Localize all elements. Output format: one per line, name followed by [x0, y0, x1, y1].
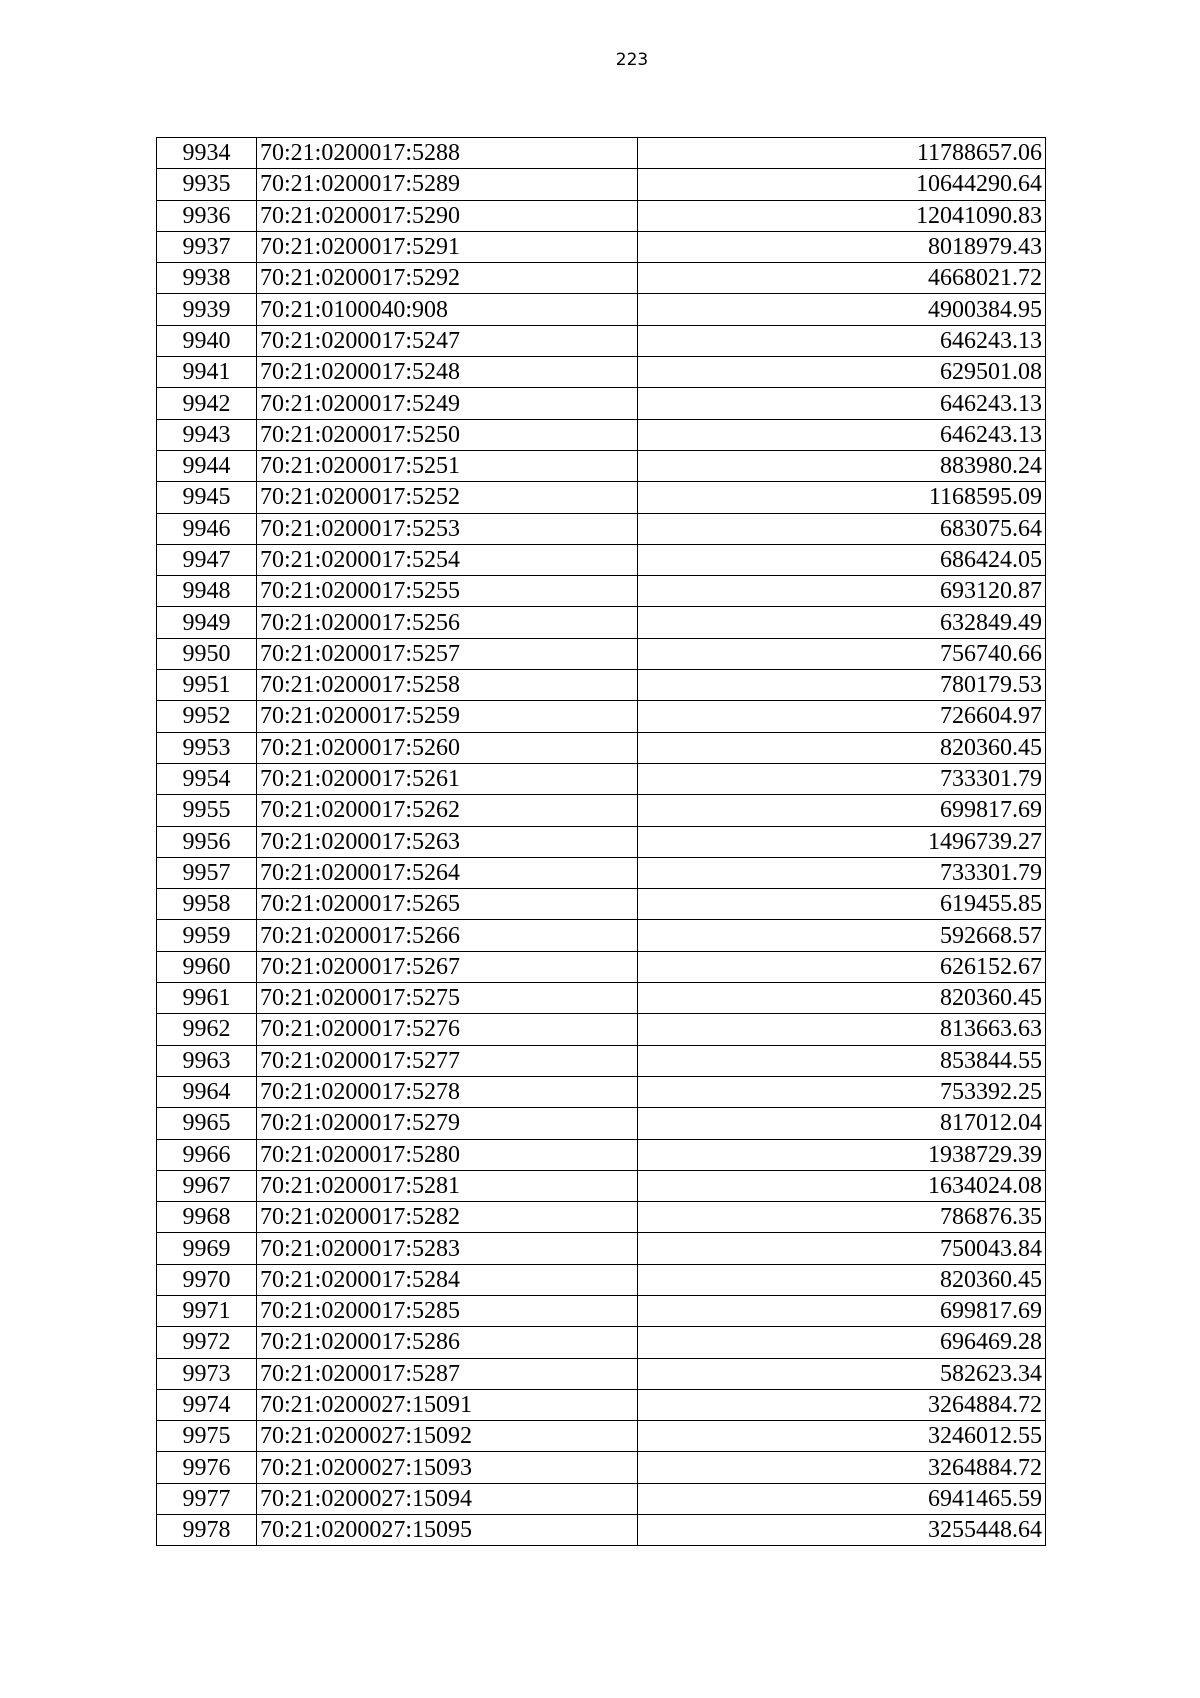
row-number-cell: 9954: [157, 763, 257, 794]
row-number-cell: 9957: [157, 857, 257, 888]
cadastral-number-cell: 70:21:0200017:5251: [257, 450, 638, 481]
table-row: [157, 169, 1046, 200]
row-number-cell: 9938: [157, 263, 257, 294]
row-number-cell: 9959: [157, 920, 257, 951]
cadastral-number-cell: 70:21:0200017:5285: [257, 1295, 638, 1326]
row-number-cell: 9960: [157, 951, 257, 982]
table-row: [157, 357, 1046, 388]
table-row: [157, 263, 1046, 294]
data-table: [156, 137, 1046, 1546]
value-cell: 853844.55: [638, 1045, 1046, 1076]
value-cell: 4900384.95: [638, 294, 1046, 325]
value-cell: 646243.13: [638, 388, 1046, 419]
table-row: [157, 732, 1046, 763]
row-number-cell: 9965: [157, 1108, 257, 1139]
value-cell: 786876.35: [638, 1202, 1046, 1233]
cadastral-number-cell: 70:21:0200027:15093: [257, 1452, 638, 1483]
row-number-cell: 9962: [157, 1014, 257, 1045]
row-number-cell: 9955: [157, 795, 257, 826]
row-number-cell: 9971: [157, 1295, 257, 1326]
value-cell: 646243.13: [638, 325, 1046, 356]
cadastral-number-cell: 70:21:0200017:5253: [257, 513, 638, 544]
value-cell: 726604.97: [638, 701, 1046, 732]
row-number-cell: 9947: [157, 544, 257, 575]
table-row: [157, 701, 1046, 732]
row-number-cell: 9935: [157, 169, 257, 200]
value-cell: 12041090.83: [638, 200, 1046, 231]
value-cell: 8018979.43: [638, 231, 1046, 262]
table-row: [157, 1452, 1046, 1483]
cadastral-number-cell: 70:21:0200017:5248: [257, 357, 638, 388]
value-cell: 11788657.06: [638, 138, 1046, 169]
row-number-cell: 9934: [157, 138, 257, 169]
row-number-cell: 9975: [157, 1421, 257, 1452]
row-number-cell: 9976: [157, 1452, 257, 1483]
row-number-cell: 9943: [157, 419, 257, 450]
table-row: [157, 638, 1046, 669]
row-number-cell: 9948: [157, 576, 257, 607]
value-cell: 1168595.09: [638, 482, 1046, 513]
table-row: [157, 482, 1046, 513]
table-row: [157, 138, 1046, 169]
table-row: [157, 200, 1046, 231]
cadastral-number-cell: 70:21:0200017:5292: [257, 263, 638, 294]
row-number-cell: 9941: [157, 357, 257, 388]
row-number-cell: 9937: [157, 231, 257, 262]
row-number-cell: 9974: [157, 1389, 257, 1420]
row-number-cell: 9956: [157, 826, 257, 857]
cadastral-number-cell: 70:21:0200017:5263: [257, 826, 638, 857]
value-cell: 3264884.72: [638, 1452, 1046, 1483]
table-row: [157, 1358, 1046, 1389]
row-number-cell: 9951: [157, 670, 257, 701]
row-number-cell: 9964: [157, 1076, 257, 1107]
table-row: [157, 1139, 1046, 1170]
cadastral-number-cell: 70:21:0200017:5279: [257, 1108, 638, 1139]
table-row: [157, 1483, 1046, 1514]
value-cell: 582623.34: [638, 1358, 1046, 1389]
table-row: [157, 231, 1046, 262]
value-cell: 750043.84: [638, 1233, 1046, 1264]
cadastral-number-cell: 70:21:0200027:15094: [257, 1483, 638, 1514]
row-number-cell: 9961: [157, 983, 257, 1014]
cadastral-number-cell: 70:21:0200017:5286: [257, 1327, 638, 1358]
value-cell: 696469.28: [638, 1327, 1046, 1358]
row-number-cell: 9977: [157, 1483, 257, 1514]
value-cell: 592668.57: [638, 920, 1046, 951]
value-cell: 820360.45: [638, 1264, 1046, 1295]
row-number-cell: 9949: [157, 607, 257, 638]
cadastral-number-cell: 70:21:0200017:5264: [257, 857, 638, 888]
value-cell: 820360.45: [638, 732, 1046, 763]
row-number-cell: 9969: [157, 1233, 257, 1264]
table-row: [157, 576, 1046, 607]
row-number-cell: 9936: [157, 200, 257, 231]
cadastral-number-cell: 70:21:0200017:5281: [257, 1170, 638, 1201]
table-row: [157, 388, 1046, 419]
value-cell: 699817.69: [638, 1295, 1046, 1326]
cadastral-number-cell: 70:21:0200017:5261: [257, 763, 638, 794]
table-row: [157, 983, 1046, 1014]
cadastral-number-cell: 70:21:0200017:5249: [257, 388, 638, 419]
cadastral-number-cell: 70:21:0200017:5256: [257, 607, 638, 638]
value-cell: 3255448.64: [638, 1515, 1046, 1546]
row-number-cell: 9968: [157, 1202, 257, 1233]
value-cell: 693120.87: [638, 576, 1046, 607]
table-row: [157, 294, 1046, 325]
cadastral-number-cell: 70:21:0200017:5282: [257, 1202, 638, 1233]
value-cell: 813663.63: [638, 1014, 1046, 1045]
cadastral-number-cell: 70:21:0200017:5277: [257, 1045, 638, 1076]
cadastral-number-cell: 70:21:0200017:5259: [257, 701, 638, 732]
value-cell: 883980.24: [638, 450, 1046, 481]
table-row: [157, 889, 1046, 920]
cadastral-number-cell: 70:21:0200027:15092: [257, 1421, 638, 1452]
table-row: [157, 1233, 1046, 1264]
row-number-cell: 9944: [157, 450, 257, 481]
row-number-cell: 9972: [157, 1327, 257, 1358]
value-cell: 4668021.72: [638, 263, 1046, 294]
cadastral-number-cell: 70:21:0200027:15095: [257, 1515, 638, 1546]
cadastral-number-cell: 70:21:0200017:5250: [257, 419, 638, 450]
cadastral-number-cell: 70:21:0200017:5284: [257, 1264, 638, 1295]
cadastral-number-cell: 70:21:0200017:5278: [257, 1076, 638, 1107]
table-row: [157, 1045, 1046, 1076]
table-row: [157, 1264, 1046, 1295]
table-row: [157, 920, 1046, 951]
cadastral-number-cell: 70:21:0200017:5254: [257, 544, 638, 575]
row-number-cell: 9953: [157, 732, 257, 763]
cadastral-number-cell: 70:21:0200017:5258: [257, 670, 638, 701]
table-row: [157, 450, 1046, 481]
value-cell: 683075.64: [638, 513, 1046, 544]
table-body: [157, 138, 1046, 1546]
row-number-cell: 9950: [157, 638, 257, 669]
cadastral-number-cell: 70:21:0200017:5289: [257, 169, 638, 200]
cadastral-number-cell: 70:21:0200017:5276: [257, 1014, 638, 1045]
cadastral-number-cell: 70:21:0200027:15091: [257, 1389, 638, 1420]
table-row: [157, 607, 1046, 638]
cadastral-number-cell: 70:21:0200017:5255: [257, 576, 638, 607]
row-number-cell: 9967: [157, 1170, 257, 1201]
value-cell: 626152.67: [638, 951, 1046, 982]
cadastral-number-cell: 70:21:0200017:5247: [257, 325, 638, 356]
row-number-cell: 9966: [157, 1139, 257, 1170]
value-cell: 632849.49: [638, 607, 1046, 638]
page-number: 223: [615, 50, 649, 70]
value-cell: 3264884.72: [638, 1389, 1046, 1420]
value-cell: 629501.08: [638, 357, 1046, 388]
cadastral-number-cell: 70:21:0200017:5275: [257, 983, 638, 1014]
value-cell: 686424.05: [638, 544, 1046, 575]
value-cell: 817012.04: [638, 1108, 1046, 1139]
cadastral-number-cell: 70:21:0200017:5252: [257, 482, 638, 513]
table-row: [157, 419, 1046, 450]
table-row: [157, 1170, 1046, 1201]
value-cell: 619455.85: [638, 889, 1046, 920]
cadastral-number-cell: 70:21:0200017:5267: [257, 951, 638, 982]
cadastral-number-cell: 70:21:0200017:5283: [257, 1233, 638, 1264]
cadastral-number-cell: 70:21:0200017:5280: [257, 1139, 638, 1170]
value-cell: 733301.79: [638, 763, 1046, 794]
table-row: [157, 1202, 1046, 1233]
row-number-cell: 9940: [157, 325, 257, 356]
value-cell: 6941465.59: [638, 1483, 1046, 1514]
cadastral-number-cell: 70:21:0200017:5266: [257, 920, 638, 951]
value-cell: 1634024.08: [638, 1170, 1046, 1201]
row-number-cell: 9946: [157, 513, 257, 544]
cadastral-number-cell: 70:21:0200017:5290: [257, 200, 638, 231]
table-row: [157, 544, 1046, 575]
row-number-cell: 9970: [157, 1264, 257, 1295]
table-row: [157, 826, 1046, 857]
row-number-cell: 9952: [157, 701, 257, 732]
cadastral-number-cell: 70:21:0200017:5257: [257, 638, 638, 669]
value-cell: 733301.79: [638, 857, 1046, 888]
value-cell: 780179.53: [638, 670, 1046, 701]
value-cell: 646243.13: [638, 419, 1046, 450]
row-number-cell: 9973: [157, 1358, 257, 1389]
table-row: [157, 1108, 1046, 1139]
table-row: [157, 763, 1046, 794]
row-number-cell: 9942: [157, 388, 257, 419]
row-number-cell: 9978: [157, 1515, 257, 1546]
table-row: [157, 670, 1046, 701]
value-cell: 756740.66: [638, 638, 1046, 669]
row-number-cell: 9958: [157, 889, 257, 920]
cadastral-number-cell: 70:21:0200017:5262: [257, 795, 638, 826]
value-cell: 820360.45: [638, 983, 1046, 1014]
cadastral-number-cell: 70:21:0200017:5287: [257, 1358, 638, 1389]
table-row: [157, 1421, 1046, 1452]
cadastral-number-cell: 70:21:0200017:5291: [257, 231, 638, 262]
table-row: [157, 1327, 1046, 1358]
table-row: [157, 325, 1046, 356]
table-row: [157, 951, 1046, 982]
row-number-cell: 9945: [157, 482, 257, 513]
table-row: [157, 1076, 1046, 1107]
table-row: [157, 857, 1046, 888]
table-row: [157, 1014, 1046, 1045]
table-row: [157, 795, 1046, 826]
table-row: [157, 513, 1046, 544]
value-cell: 3246012.55: [638, 1421, 1046, 1452]
value-cell: 1496739.27: [638, 826, 1046, 857]
value-cell: 1938729.39: [638, 1139, 1046, 1170]
row-number-cell: 9963: [157, 1045, 257, 1076]
cadastral-number-cell: 70:21:0100040:908: [257, 294, 638, 325]
row-number-cell: 9939: [157, 294, 257, 325]
value-cell: 10644290.64: [638, 169, 1046, 200]
cadastral-number-cell: 70:21:0200017:5260: [257, 732, 638, 763]
table-row: [157, 1295, 1046, 1326]
cadastral-number-cell: 70:21:0200017:5265: [257, 889, 638, 920]
cadastral-number-cell: 70:21:0200017:5288: [257, 138, 638, 169]
value-cell: 753392.25: [638, 1076, 1046, 1107]
value-cell: 699817.69: [638, 795, 1046, 826]
table-row: [157, 1515, 1046, 1546]
table-row: [157, 1389, 1046, 1420]
